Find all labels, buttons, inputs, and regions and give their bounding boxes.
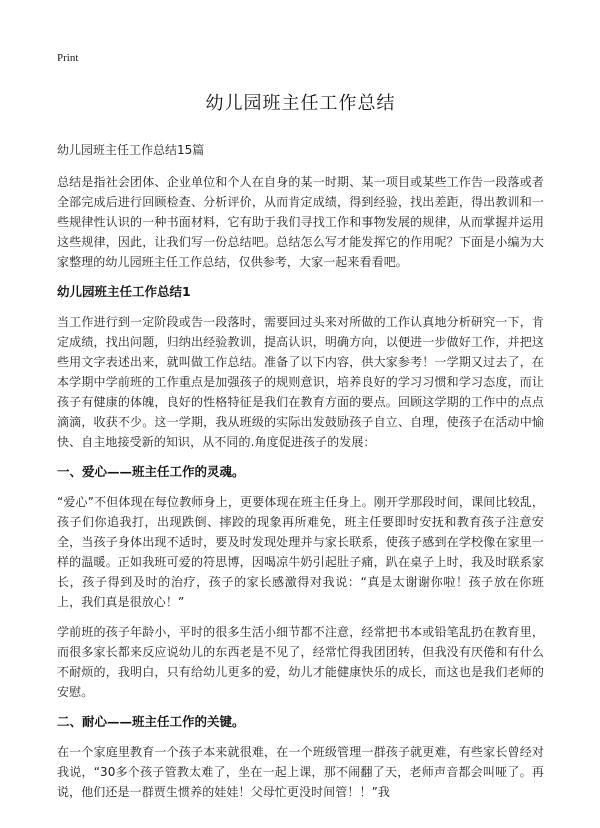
patience-paragraph: 在一个家庭里教育一个孩子本来就很难，在一个班级管理一群孩子就更难，有些家长曾经对我说，“30多个孩子管教太难了，坐在一起上课，那不闹翻了天，老师声音都会叫哑了。再说，他们还是一群贾生惯养的娃娃！父母忙更没时间管！！”我: [57, 745, 544, 799]
print-link[interactable]: Print: [57, 52, 79, 64]
document-subtitle: 幼儿园班主任工作总结15篇: [57, 143, 205, 157]
intro-paragraph: 总结是指社会团体、企业单位和个人在自身的某一时期、某一项目或某些工作告一段落或者全部完成后进行回顾检查、分析评价，从而肯定成绩，得到经验，找出差距，得出教训和一些规律性认识的一种书面材料，它有助于我们寻找工作和事物发展的规律，从而掌握并运用这些规律，因此，让我们写一份总结吧。总结怎么写才能发挥它的作用呢？下面是小编为大家整理的幼儿园班主任工作总结，仅供参考，大家一起来看看吧。: [57, 175, 544, 269]
document-title: 幼儿园班主任工作总结: [205, 93, 396, 114]
love-paragraph-1: “爱心”不但体现在每位教师身上，更要体现在班主任身上。刚开学那段时间，课间比较乱，孩子们你追我打，出现跌倒、摔跤的现象再所难免，班主任要即时安抚和教育孩子注意安全，当孩子身体出现不适时，要及时发现处理并与家长联系，使孩子感到在学校像在家里一样的温暖。正如我班可爱的符思博，因喝凉牛奶引起肚子痛，趴在桌子上时，我及时联系家长，孩子得到及时的治疗，孩子的家长感激得对我说：“真是太谢谢你啦！孩子放在你班上，我们真是很放心！”: [57, 495, 544, 609]
section-heading-1: 幼儿园班主任工作总结1: [57, 284, 191, 299]
heading-love: 一、爱心——班主任工作的灵魂。: [57, 464, 245, 479]
love-paragraph-2: 学前班的孩子年龄小，平时的很多生活小细节都不注意，经常把书本或铅笔乱扔在教育里，而很多家长都来反应说幼儿的东西老是不见了，经常忙得我团团转，但我没有厌倦和有什么不耐烦的，我明白，只有给幼儿更多的爱，幼儿才能健康快乐的成长，而这也是我们老师的安慰。: [57, 625, 544, 699]
heading-patience: 二、耐心——班主任工作的关键。: [57, 714, 245, 729]
section-1-paragraph: 当工作进行到一定阶段或告一段落时，需要回过头来对所做的工作认真地分析研究一下，肯定成绩，找出问题，归纳出经验教训，提高认识，明确方向，以便进一步做好工作，并把这些用文字表述出来，就叫做工作总结。准备了以下内容，供大家参考！一学期又过去了，在本学期中学前班的工作重点是加强孩子的规则意识，培养良好的学习习惯和学习态度，而让孩子有健康的体魄，良好的性格特征是我们在教育方面的要点。回顾这学期的工作中的点点滴滴，收获不少。这一学期，我从班级的实际出发鼓励孩子自立、自理，使孩子在活动中愉快、自主地接受新的知识，从不同的.角度促进孩子的发展：: [57, 315, 544, 449]
